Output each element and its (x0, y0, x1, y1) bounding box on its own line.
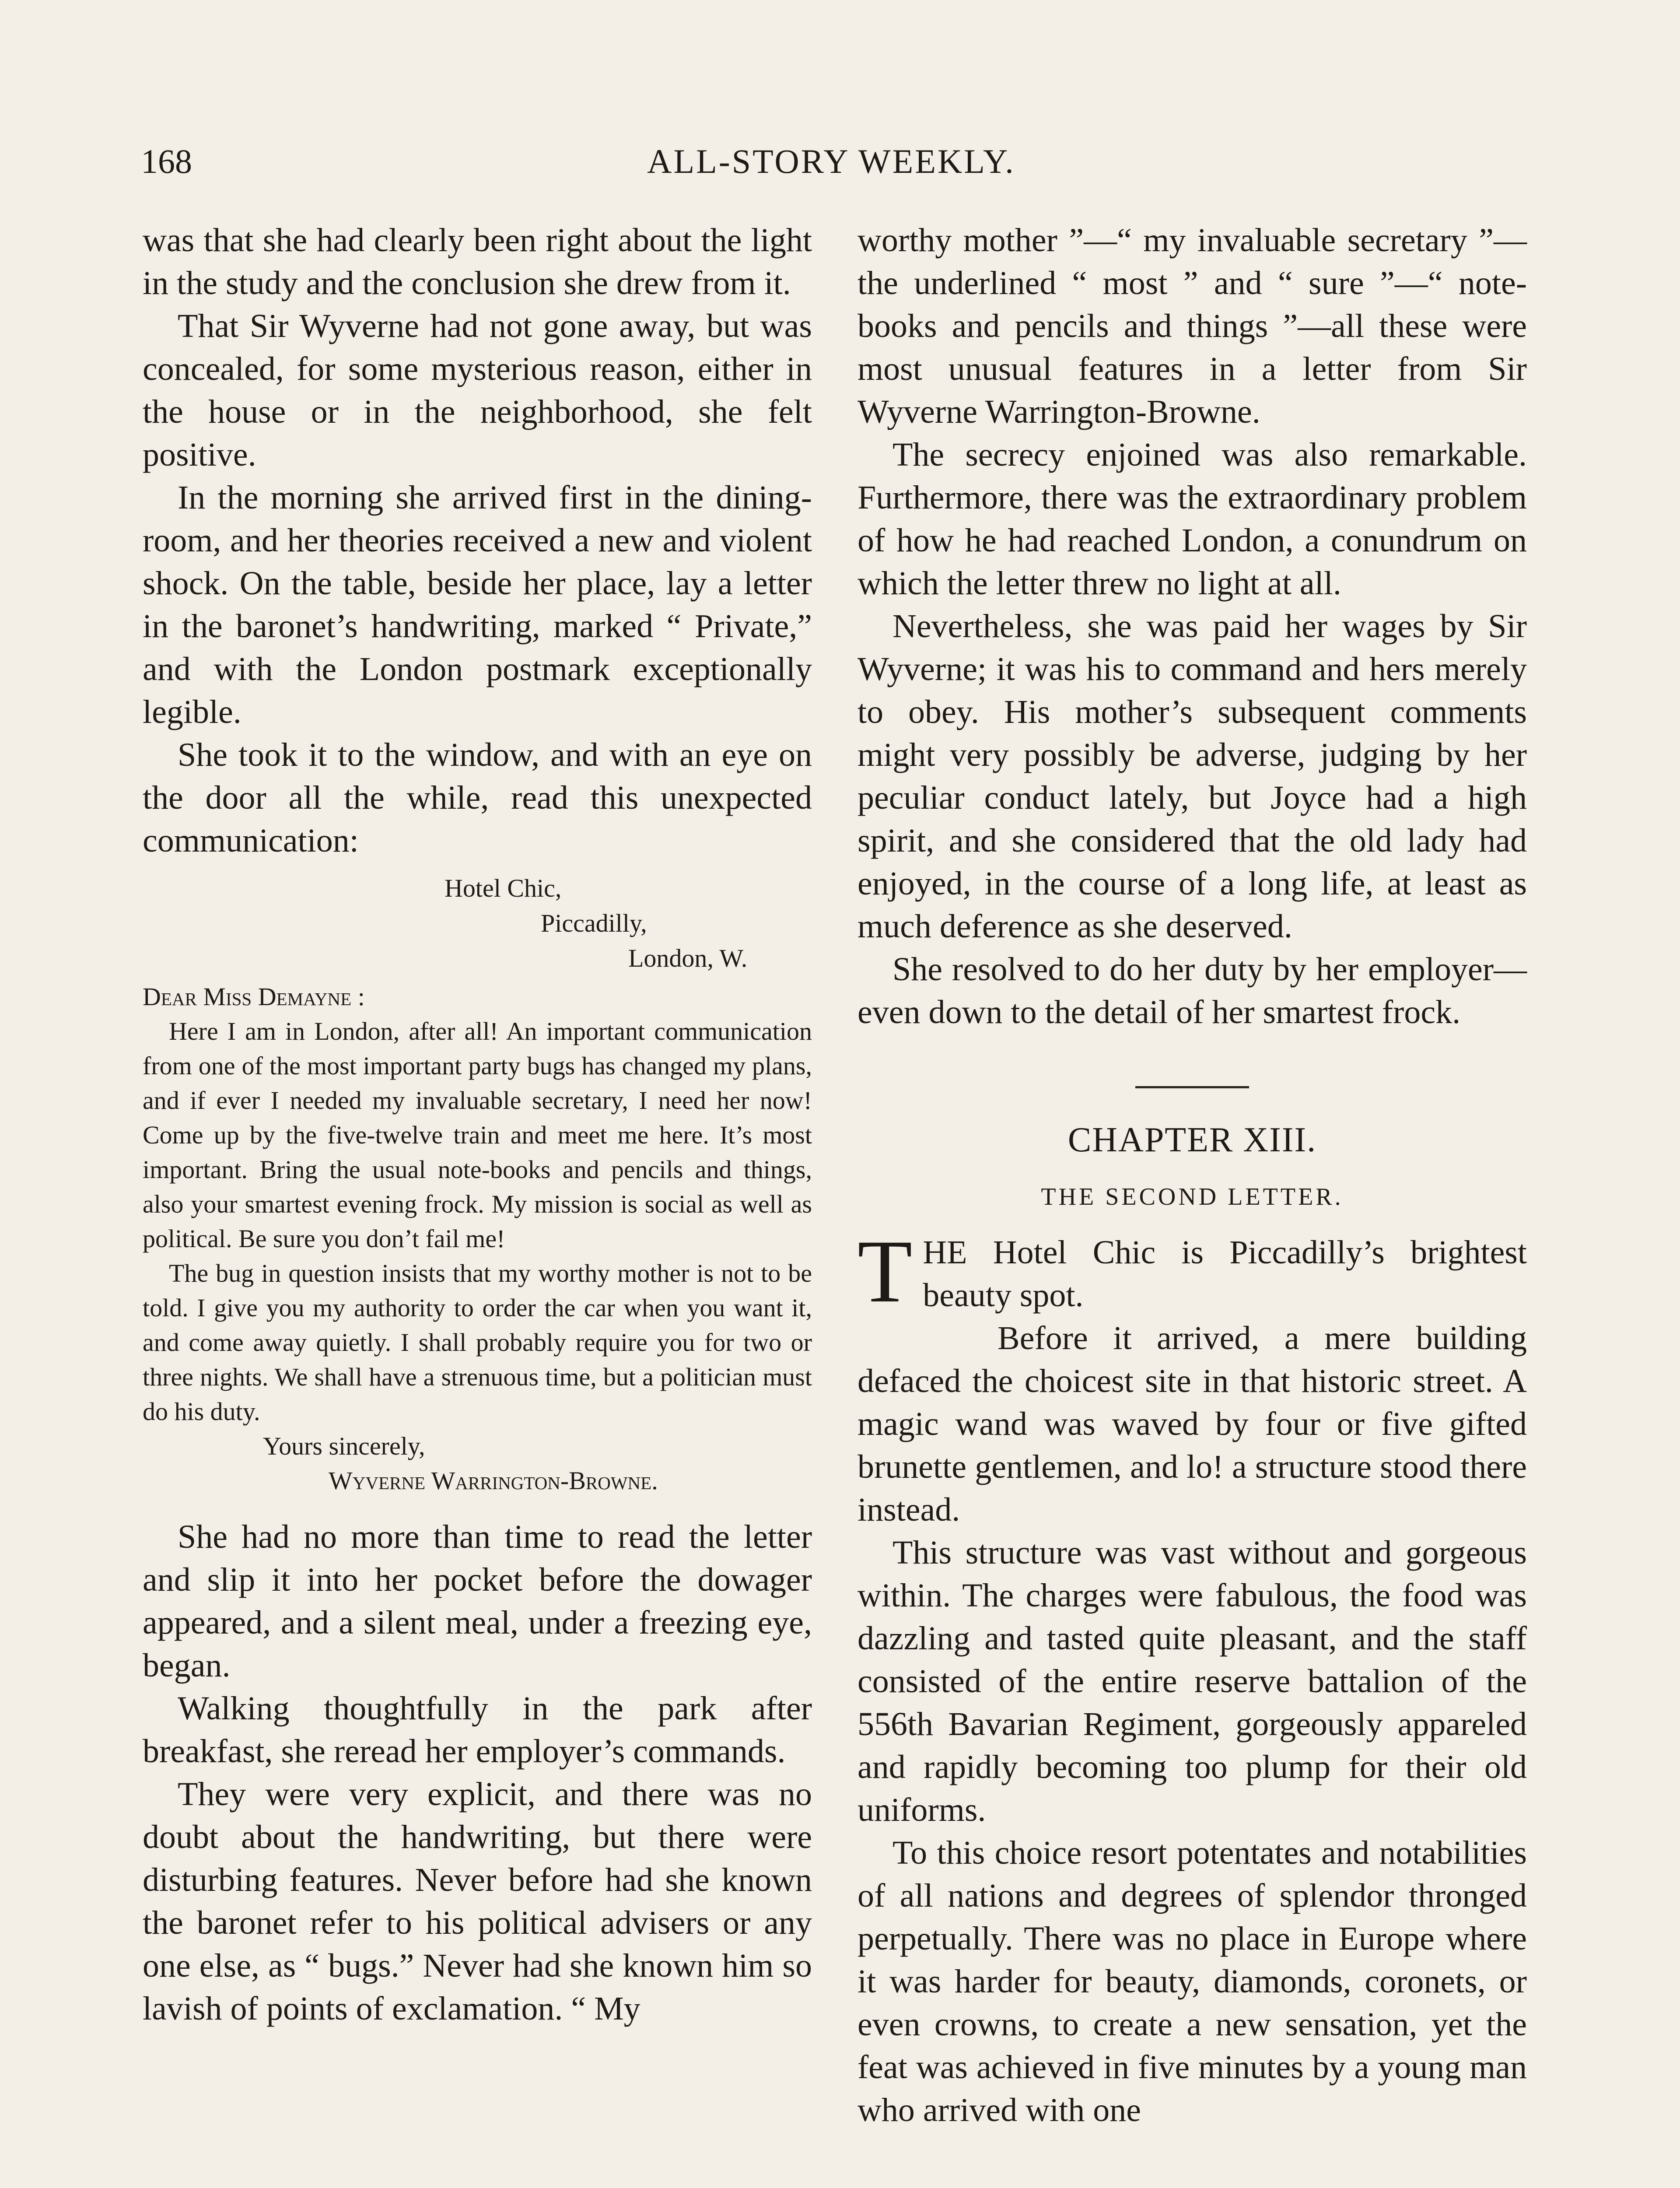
chapter-subtitle: THE SECOND LETTER. (1041, 1183, 1344, 1210)
letter-paragraph: The bug in question insists that my worthy mother is not to be told. I give you my authority to order the car when you want it, and come away quietly. I shall probably require you for two or three nights. We shall have a strenuous time, but a politician must do his duty. (143, 1259, 812, 1426)
letter-salutation: Dear Miss Demayne : (143, 982, 365, 1011)
chapter-opening-paragraph (858, 1222, 1527, 1321)
body-paragraph: She had no more than time to read the letter and slip it into her pocket before the dowager appeared, and a silent meal, under a freezing eye, began. (143, 1518, 812, 1684)
body-paragraph: This structure was vast without and gorgeous within. The charges were fabulous, the food was dazzling and tasted quite pleasant, and the staff consisted of the entire reserve battalion of the 556th Bavarian Regiment, gorgeously appareled and rapidly becoming too plump for their old uniforms. (858, 1534, 1527, 1828)
letter-address-line: Piccadilly, (541, 909, 647, 937)
letter-address-line: Hotel Chic, (444, 874, 562, 902)
section-divider (1135, 1086, 1249, 1088)
body-paragraph: That Sir Wyverne had not gone away, but was concealed, for some mysterious reason, either in the house or in the neighborhood, she felt positive. (143, 308, 812, 473)
body-paragraph: She took it to the window, and with an eye on the door all the while, read this unexpected communication: (143, 736, 812, 859)
right-column (858, 219, 1527, 2132)
letter-paragraph: Here I am in London, after all! An important communication from one of the most important party bugs has changed my plans, and if ever I needed my invaluable secretary, I need her now! Come up by the five-twelve train and meet me here. It’s most important. Bring the usual note-books and pencils and things, also your smartest evening frock. My mission is social as well as political. Be sure you don’t fail me! (143, 1017, 812, 1253)
left-column (143, 219, 812, 2030)
body-paragraph: worthy mother ”—“ my invaluable secretary ”—the underlined “ most ” and “ sure ”—“ note-books and pencils and things ”—all these were most unusual features in a letter from Sir Wyverne Warrington-Browne. (858, 222, 1527, 430)
letter-signature: Wyverne Warrington-Browne. (329, 1466, 658, 1495)
body-paragraph: She resolved to do her duty by her employer—even down to the detail of her smartest frock. (858, 951, 1527, 1031)
body-paragraph: They were very explicit, and there was no doubt about the handwriting, but there were disturbing features. Never before had she known the baronet refer to his political advisers or any one else, as “ bugs.” Never had she known him so lavish of points of exclamation. “ My (143, 1776, 812, 2027)
running-head: ALL-STORY WEEKLY. (647, 142, 1015, 180)
chapter-title: CHAPTER XIII. (1068, 1121, 1317, 1159)
body-paragraph: Nevertheless, she was paid her wages by Sir Wyverne; it was his to command and hers merely to obey. His mother’s subsequent comments might very possibly be adverse, judging by her peculiar conduct lately, but Joyce had a high spirit, and she considered that the old lady had enjoyed, in the course of a long life, at least as much deference as she deserved. (858, 608, 1527, 945)
drop-cap: T (858, 1222, 913, 1321)
letter-closing: Yours sincerely, (263, 1432, 425, 1460)
page-number: 168 (141, 142, 192, 180)
letter-address-line: London, W. (628, 944, 748, 972)
letter-block (143, 871, 812, 1498)
body-paragraph: To this choice resort potentates and notabilities of all nations and degrees of splendor thronged perpetually. There was no place in Europe where it was harder for beauty, diamonds, coronets, or even crowns, to create a new sensation, yet the feat was achieved in five minutes by a young man who arrived with one (858, 1834, 1527, 2128)
body-paragraph: In the morning she arrived first in the dining-room, and her theories received a new and violent shock. On the table, beside her place, lay a letter in the baronet’s handwriting, marked “ Private,” and with the London postmark exceptionally legible. (143, 479, 812, 730)
chapter-opening-text: HE Hotel Chic is Piccadilly’s brightest beauty spot. (923, 1234, 1527, 1314)
body-paragraph: was that she had clearly been right about the light in the study and the conclusion she drew from it. (143, 222, 812, 302)
body-paragraph: Before it arrived, a mere building defaced the choicest site in that historic street. A magic wand was waved by four or five gifted brunette gentlemen, and lo! a structure stood there instead. (858, 1320, 1527, 1528)
body-paragraph: The secrecy enjoined was also remarkable. Furthermore, there was the extraordinary problem of how he had reached London, a conundrum on which the letter threw no light at all. (858, 436, 1527, 602)
body-paragraph: Walking thoughtfully in the park after breakfast, she reread her employer’s commands. (143, 1690, 812, 1770)
